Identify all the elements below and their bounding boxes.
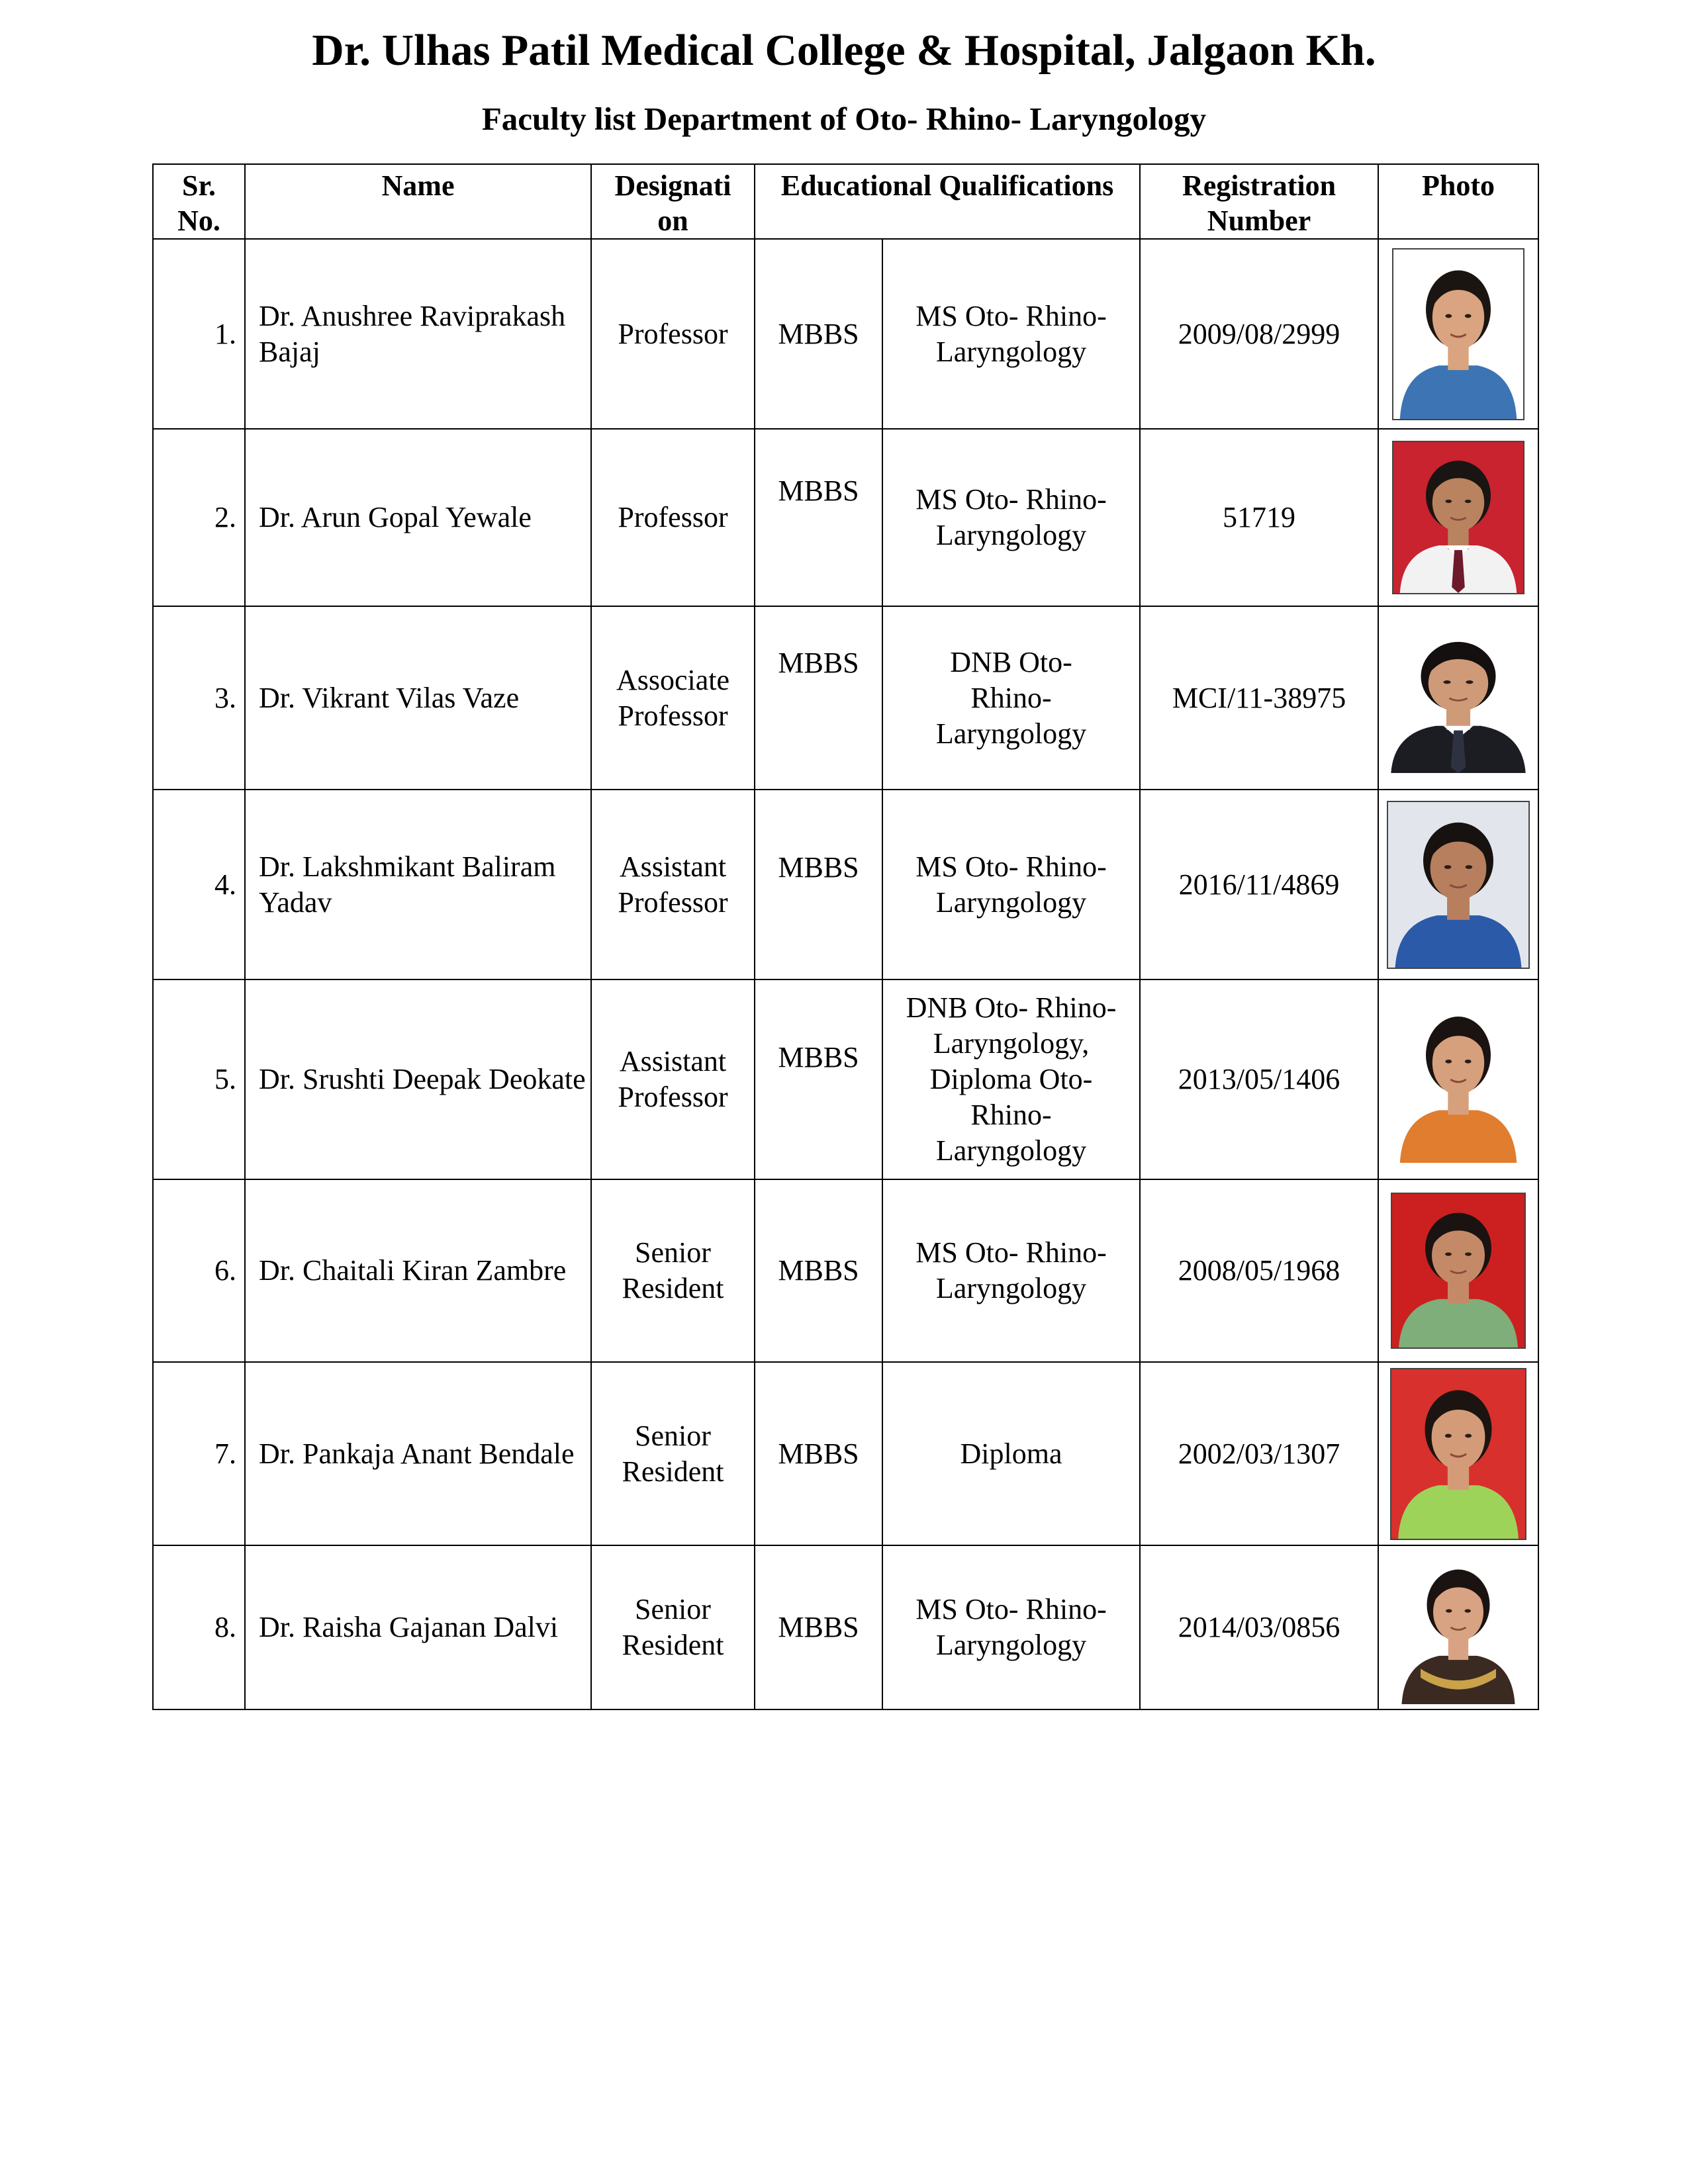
- serial-number: 3.: [153, 606, 245, 790]
- registration-number: 2008/05/1968: [1140, 1179, 1378, 1362]
- portrait-illustration: [1393, 996, 1523, 1163]
- designation: Associate Professor: [591, 606, 755, 790]
- header-sr-no: Sr. No.: [153, 164, 245, 239]
- document-subtitle: Faculty list Department of Oto- Rhino- Laryngology: [481, 101, 1207, 137]
- faculty-table: [152, 163, 1539, 1710]
- degree: MBBS: [755, 979, 882, 1179]
- table-row: [153, 1362, 1538, 1545]
- table-row: [153, 1545, 1538, 1709]
- table-row: [153, 606, 1538, 790]
- faculty-name: Dr. Arun Gopal Yewale: [245, 429, 591, 606]
- faculty-photo: [1383, 623, 1533, 773]
- designation: Professor: [591, 429, 755, 606]
- degree: MBBS: [755, 606, 882, 790]
- serial-number: 4.: [153, 790, 245, 979]
- faculty-photo: [1393, 250, 1523, 419]
- faculty-name: Dr. Anushree Raviprakash Bajaj: [245, 239, 591, 429]
- registration-number: MCI/11-38975: [1140, 606, 1378, 790]
- specialty-qualification: DNB Oto- Rhino- Laryngology: [882, 606, 1140, 790]
- document-title: Dr. Ulhas Patil Medical College & Hospital, Jalgaon Kh.: [312, 26, 1376, 75]
- serial-number: 8.: [153, 1545, 245, 1709]
- faculty-photo: [1391, 1369, 1525, 1539]
- degree: MBBS: [755, 429, 882, 606]
- specialty-qualification: MS Oto- Rhino- Laryngology: [882, 790, 1140, 979]
- designation: Senior Resident: [591, 1179, 755, 1362]
- designation: Professor: [591, 239, 755, 429]
- designation: Assistant Professor: [591, 790, 755, 979]
- faculty-name: Dr. Raisha Gajanan Dalvi: [245, 1545, 591, 1709]
- designation: Senior Resident: [591, 1362, 755, 1545]
- table-row: [153, 1179, 1538, 1362]
- portrait-illustration: [1395, 1551, 1521, 1704]
- portrait-illustration: [1393, 442, 1523, 593]
- portrait-illustration: [1383, 623, 1533, 773]
- header-name: Name: [245, 164, 591, 239]
- table-header-row: [153, 164, 1538, 239]
- registration-number: 2013/05/1406: [1140, 979, 1378, 1179]
- registration-number: 2014/03/0856: [1140, 1545, 1378, 1709]
- registration-number: 2016/11/4869: [1140, 790, 1378, 979]
- degree: MBBS: [755, 1545, 882, 1709]
- faculty-name: Dr. Vikrant Vilas Vaze: [245, 606, 591, 790]
- faculty-photo: [1395, 1551, 1521, 1704]
- specialty-qualification: DNB Oto- Rhino- Laryngology, Diploma Oto- Rhino- Laryngology: [882, 979, 1140, 1179]
- faculty-photo: [1392, 1194, 1524, 1347]
- degree: MBBS: [755, 1362, 882, 1545]
- serial-number: 2.: [153, 429, 245, 606]
- registration-number: 2009/08/2999: [1140, 239, 1378, 429]
- faculty-photo: [1393, 442, 1523, 593]
- specialty-qualification: MS Oto- Rhino- Laryngology: [882, 1545, 1140, 1709]
- table-row: [153, 429, 1538, 606]
- specialty-qualification: MS Oto- Rhino- Laryngology: [882, 429, 1140, 606]
- portrait-illustration: [1391, 1369, 1525, 1539]
- serial-number: 7.: [153, 1362, 245, 1545]
- table-row: [153, 790, 1538, 979]
- degree: MBBS: [755, 239, 882, 429]
- serial-number: 5.: [153, 979, 245, 1179]
- header-educational-qualifications: Educational Qualifications: [755, 164, 1140, 239]
- portrait-illustration: [1388, 802, 1528, 968]
- serial-number: 1.: [153, 239, 245, 429]
- faculty-photo: [1388, 802, 1528, 968]
- registration-number: 51719: [1140, 429, 1378, 606]
- faculty-name: Dr. Chaitali Kiran Zambre: [245, 1179, 591, 1362]
- serial-number: 6.: [153, 1179, 245, 1362]
- table-row: [153, 979, 1538, 1179]
- degree: MBBS: [755, 790, 882, 979]
- header-photo: Photo: [1378, 164, 1538, 239]
- specialty-qualification: MS Oto- Rhino- Laryngology: [882, 239, 1140, 429]
- specialty-qualification: Diploma: [882, 1362, 1140, 1545]
- faculty-name: Dr. Pankaja Anant Bendale: [245, 1362, 591, 1545]
- designation: Assistant Professor: [591, 979, 755, 1179]
- faculty-name: Dr. Lakshmikant Baliram Yadav: [245, 790, 591, 979]
- table-row: [153, 239, 1538, 429]
- registration-number: 2002/03/1307: [1140, 1362, 1378, 1545]
- faculty-name: Dr. Srushti Deepak Deokate: [245, 979, 591, 1179]
- portrait-illustration: [1393, 250, 1523, 419]
- header-registration-number: Registration Number: [1140, 164, 1378, 239]
- specialty-qualification: MS Oto- Rhino- Laryngology: [882, 1179, 1140, 1362]
- faculty-photo: [1393, 996, 1523, 1163]
- header-designation: Designati on: [591, 164, 755, 239]
- degree: MBBS: [755, 1179, 882, 1362]
- portrait-illustration: [1392, 1194, 1524, 1347]
- designation: Senior Resident: [591, 1545, 755, 1709]
